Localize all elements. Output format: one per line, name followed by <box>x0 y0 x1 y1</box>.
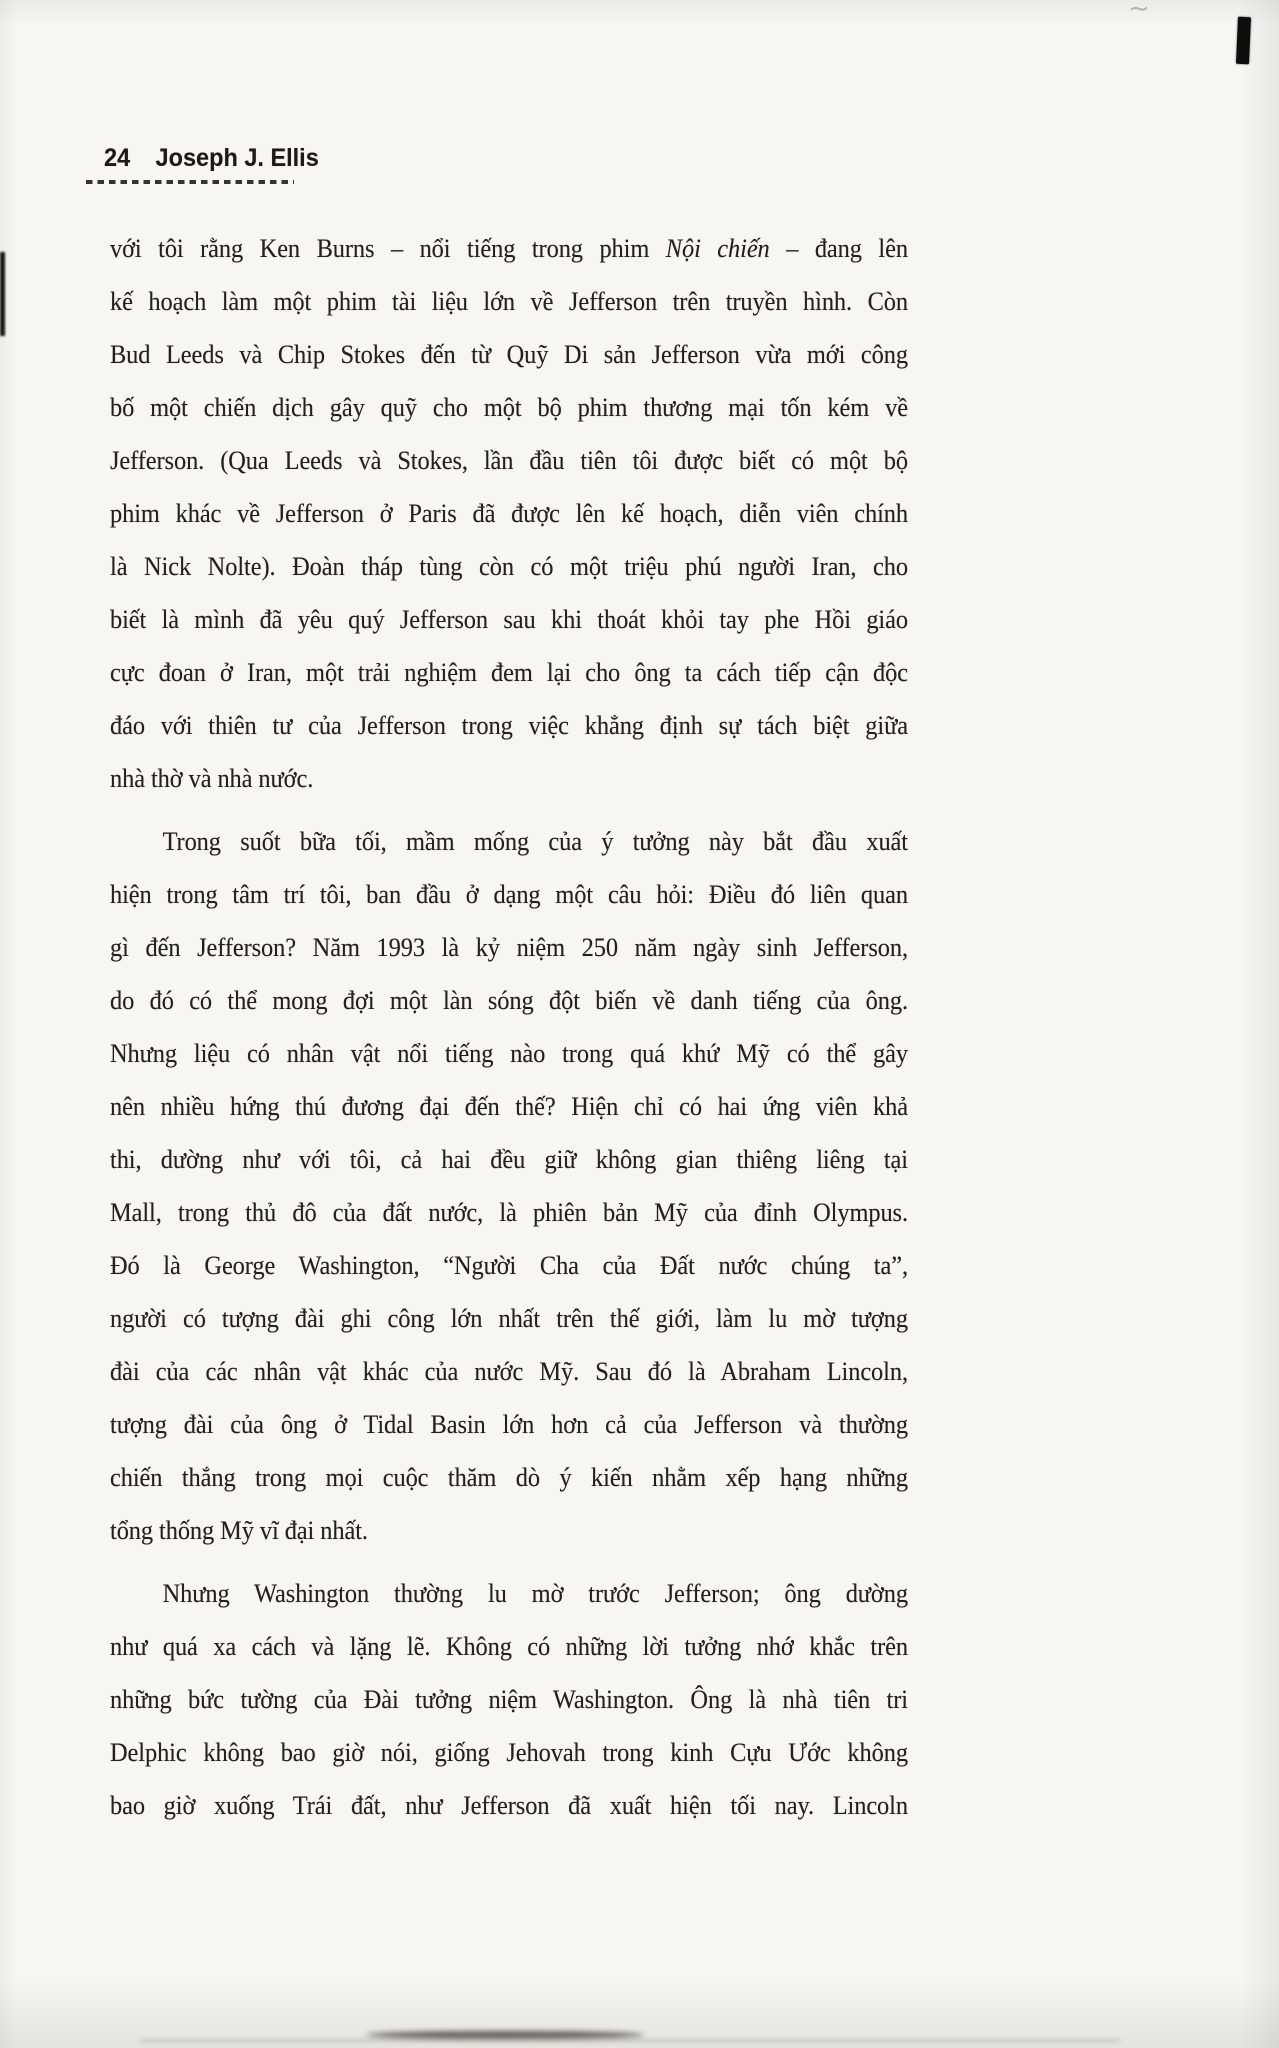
text-line <box>110 752 908 805</box>
text-line <box>110 1567 908 1620</box>
scan-artifact-bottom-smudge <box>366 2031 644 2039</box>
text-segment: chiến thắng trong mọi cuộc thăm dò ý kiến nhằm xếp hạng những <box>110 1463 908 1492</box>
scan-artifact-bottom-shadow <box>140 2039 1120 2042</box>
paragraph <box>110 222 910 805</box>
text-segment: đáo với thiên tư của Jefferson trong việc khẳng định sự tách biệt giữa <box>110 711 908 740</box>
text-line <box>110 1504 908 1557</box>
text-line <box>110 487 908 540</box>
text-line <box>110 646 908 699</box>
text-segment: tổng thống Mỹ vĩ đại nhất. <box>110 1516 368 1545</box>
text-line <box>110 275 908 328</box>
text-line <box>110 1027 908 1080</box>
page-number: 24 <box>104 144 131 172</box>
paragraph <box>110 815 910 1557</box>
text-line <box>110 1080 908 1133</box>
text-line <box>110 1779 908 1832</box>
text-segment: với tôi rằng Ken Burns – nổi tiếng trong phim <box>110 234 666 263</box>
text-line <box>110 1673 908 1726</box>
text-segment: Bud Leeds và Chip Stokes đến từ Quỹ Di sản Jefferson vừa mới công <box>110 340 908 369</box>
text-line <box>110 593 908 646</box>
text-line <box>110 974 908 1027</box>
text-line <box>110 1726 908 1779</box>
running-head-author: Joseph J. Ellis <box>155 144 319 172</box>
text-segment: biết là mình đã yêu quý Jefferson sau khi thoát khỏi tay phe Hồi giáo <box>110 605 908 634</box>
text-line <box>110 1345 908 1398</box>
text-segment: do đó có thể mong đợi một làn sóng đột biến về danh tiếng của ông. <box>110 986 908 1015</box>
text-line <box>110 1451 908 1504</box>
scan-artifact-squiggle: ∼ <box>1128 0 1150 24</box>
text-segment: tượng đài của ông ở Tidal Basin lớn hơn cả của Jefferson và thường <box>110 1410 908 1439</box>
text-line <box>110 1398 908 1451</box>
text-segment: người có tượng đài ghi công lớn nhất trên thế giới, làm lu mờ tượng <box>110 1304 908 1333</box>
paragraph <box>110 1567 910 1832</box>
text-segment: bao giờ xuống Trái đất, như Jefferson đã xuất hiện tối nay. Lincoln <box>110 1791 908 1820</box>
text-segment: đài của các nhân vật khác của nước Mỹ. Sau đó là Abraham Lincoln, <box>110 1357 908 1386</box>
text-segment: bố một chiến dịch gây quỹ cho một bộ phim thương mại tốn kém về <box>110 393 908 422</box>
text-segment: kế hoạch làm một phim tài liệu lớn về Jefferson trên truyền hình. Còn <box>110 287 908 316</box>
text-segment: Jefferson. (Qua Leeds và Stokes, lần đầu tiên tôi được biết có một bộ <box>110 446 908 475</box>
text-segment: – đang lên <box>769 234 908 263</box>
text-line <box>110 1239 908 1292</box>
header-dashed-rule <box>86 180 294 184</box>
scan-artifact-bookmark-tab <box>1236 17 1251 65</box>
text-line <box>110 815 908 868</box>
text-segment: như quá xa cách và lặng lẽ. Không có những lời tưởng nhớ khắc trên <box>110 1632 908 1661</box>
text-line <box>110 328 908 381</box>
text-segment: nên nhiều hứng thú đương đại đến thế? Hiện chỉ có hai ứng viên khả <box>110 1092 908 1121</box>
text-line <box>110 540 908 593</box>
text-line <box>110 1620 908 1673</box>
text-line <box>110 1292 908 1345</box>
text-segment: cực đoan ở Iran, một trải nghiệm đem lại cho ông ta cách tiếp cận độc <box>110 658 908 687</box>
text-line <box>110 921 908 974</box>
italic-text: Nội chiến <box>665 234 770 263</box>
text-segment: Trong suốt bữa tối, mầm mống của ý tưởng này bắt đầu xuất <box>162 827 908 856</box>
text-segment: những bức tường của Đài tưởng niệm Washington. Ông là nhà tiên tri <box>110 1685 908 1714</box>
text-segment: Mall, trong thủ đô của đất nước, là phiên bản Mỹ của đỉnh Olympus. <box>110 1198 908 1227</box>
text-line <box>110 699 908 752</box>
text-segment: Nhưng liệu có nhân vật nổi tiếng nào trong quá khứ Mỹ có thể gây <box>110 1039 908 1068</box>
text-segment: Nhưng Washington thường lu mờ trước Jefferson; ông dường <box>162 1579 908 1608</box>
text-segment: thi, dường như với tôi, cả hai đều giữ không gian thiêng liêng tại <box>110 1145 908 1174</box>
text-segment: Delphic không bao giờ nói, giống Jehovah trong kinh Cựu Ước không <box>110 1738 908 1767</box>
text-line <box>110 434 908 487</box>
text-line <box>110 222 908 275</box>
body-text <box>110 222 910 1832</box>
running-head <box>104 144 319 172</box>
text-segment: gì đến Jefferson? Năm 1993 là kỷ niệm 250 năm ngày sinh Jefferson, <box>110 933 908 962</box>
text-segment: là Nick Nolte). Đoàn tháp tùng còn có một triệu phú người Iran, cho <box>110 552 908 581</box>
text-line <box>110 1133 908 1186</box>
text-line <box>110 1186 908 1239</box>
text-segment: hiện trong tâm trí tôi, ban đầu ở dạng một câu hỏi: Điều đó liên quan <box>110 880 908 909</box>
text-segment: Đó là George Washington, “Người Cha của Đất nước chúng ta”, <box>110 1251 908 1280</box>
scan-artifact-left-edge-mark <box>0 252 5 336</box>
text-segment: nhà thờ và nhà nước. <box>110 764 314 793</box>
text-line <box>110 868 908 921</box>
text-segment: phim khác về Jefferson ở Paris đã được lên kế hoạch, diễn viên chính <box>110 499 908 528</box>
text-line <box>110 381 908 434</box>
